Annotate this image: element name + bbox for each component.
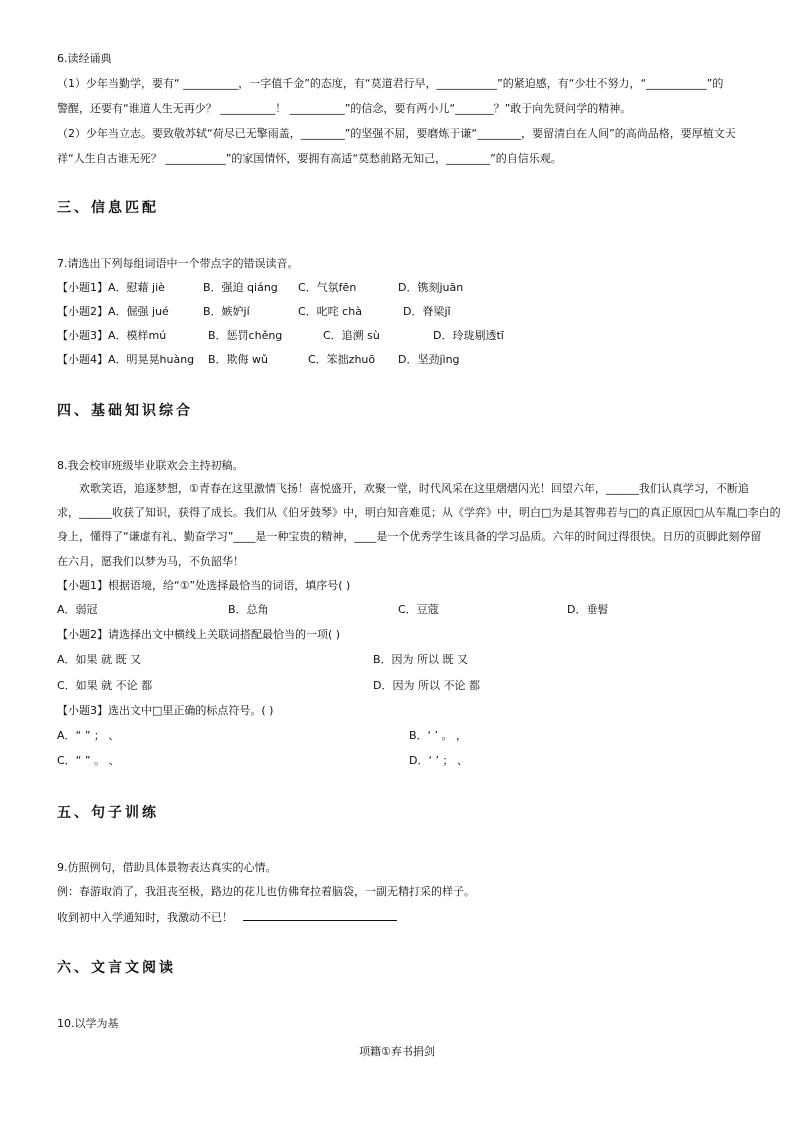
q9-title: 9.仿照例句，借助具体景物表达真实的心情。 <box>57 861 277 874</box>
q8-s3-option-a[interactable]: A．“ ” ； 、 <box>57 729 120 742</box>
q8-passage-line-1: 欢歌笑语，追逐梦想，①青春在这里激情飞扬！喜悦盛开，欢聚一堂，时代风采在这里熠熠闪光！回望六年，______我们认真学习，不断追 <box>79 482 749 495</box>
q8-s1-option-c[interactable]: C．豆蔻 <box>398 603 439 616</box>
q7-title: 7.请选出下列每组词语中一个带点字的错误读音。 <box>57 257 299 270</box>
q8-passage-line-4: 在六月，愿我们以梦为马，不负韶华！ <box>57 555 244 568</box>
q6-line-3: （2）少年当立志。要致敬苏轼“荷尽已无擎雨盖，________”的坚强不屈，要磨炼于谦“________，要留清白在人间”的高尚品格，要厚植文天 <box>57 127 736 140</box>
q8-s1-option-d[interactable]: D．垂髫 <box>567 603 609 616</box>
q8-s2-option-b[interactable]: B．因为 所以 既 又 <box>373 653 469 666</box>
q8-subquestion-1: 【小题1】根据语境，给“①”处选择最恰当的词语，填序号( ) <box>57 579 351 592</box>
q8-title: 8.我会校审班级毕业联欢会主持初稿。 <box>57 459 244 472</box>
q9-prompt-text: 收到初中入学通知时，我激动不已！ <box>57 911 233 924</box>
q8-s3-option-d[interactable]: D．‘ ’ ； 、 <box>409 754 468 767</box>
q6-title: 6.读经诵典 <box>57 52 112 65</box>
q8-s1-option-b[interactable]: B．总角 <box>228 603 269 616</box>
q9-example: 例：春游取消了，我沮丧至极，路边的花儿也仿佛耷拉着脑袋，一副无精打采的样子。 <box>57 885 475 898</box>
q6-line-2: 警醒，还要有“谁道人生无再少？ __________！ __________”的信念，要有两小儿“_______？”敢于向先贤问学的精神。 <box>57 102 632 115</box>
q10-title: 10.以学为基 <box>57 1017 119 1030</box>
q8-s2-option-d[interactable]: D．因为 所以 不论 都 <box>373 679 480 692</box>
q10-passage-title: 项籍①弃书捐剑 <box>359 1045 435 1058</box>
section-heading-4: 四、基础知识综合 <box>57 403 193 419</box>
section-heading-3: 三、信息匹配 <box>57 200 159 216</box>
section-heading-5: 五、句子训练 <box>57 805 159 821</box>
q8-s1-option-a[interactable]: A．弱冠 <box>57 603 98 616</box>
q8-s2-option-c[interactable]: C．如果 就 不论 都 <box>57 679 153 692</box>
q8-s2-option-a[interactable]: A．如果 就 既 又 <box>57 653 142 666</box>
q8-passage-line-2: 求，______收获了知识，获得了成长。我们从《伯牙鼓琴》中，明白知音难觅；从《学弈》中，明白□为是其智弗若与□的真正原因□从车胤□李白的 <box>57 506 781 519</box>
q6-line-1: （1）少年当勤学，要有“ __________，一字值千金”的态度，有“莫道君行早，___________”的紧迫感，有“少壮不努力，“___________”的 <box>57 77 724 90</box>
q8-s3-option-c[interactable]: C．“ ” 。 、 <box>57 754 120 767</box>
q8-s3-option-b[interactable]: B．‘ ’ 。 ， <box>409 729 468 742</box>
q8-subquestion-3: 【小题3】选出文中□里正确的标点符号。( ) <box>57 704 274 717</box>
q8-passage-line-3: 身上，懂得了“谦虚有礼、勤奋学习”____是一种宝贵的精神，____是一个优秀学生该具备的学习品质。六年的时间过得很快。日历的页脚此刻停留 <box>57 530 762 543</box>
q8-subquestion-2: 【小题2】请选择出文中横线上关联词搭配最恰当的一项( ) <box>57 628 341 641</box>
q9-answer-line[interactable] <box>243 909 397 921</box>
q6-line-4: 祥“人生自古谁无死？ ___________”的家国情怀，要拥有高适“莫愁前路无知己，________”的自信乐观。 <box>57 152 562 165</box>
section-heading-6: 六、文言文阅读 <box>57 960 176 976</box>
q9-prompt <box>57 909 397 925</box>
